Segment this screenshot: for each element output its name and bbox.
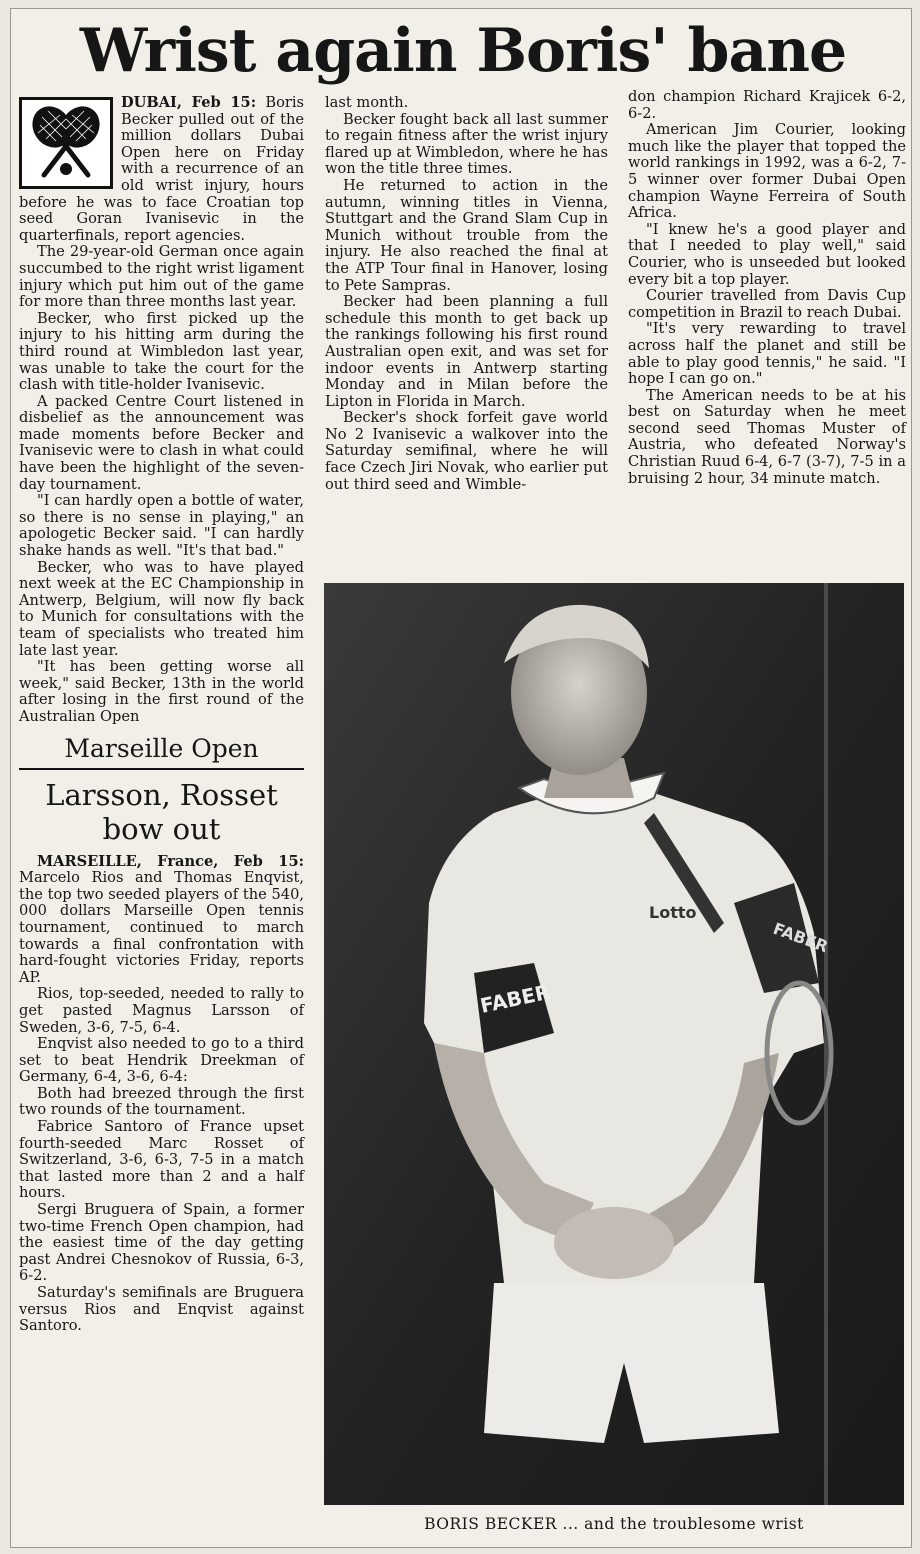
paragraph: Becker's shock forfeit gave world No 2 Ivanisevic a walkover into the Saturday semifinal, where he will face Czech Jiri Novak, who earlier put out third seed and Wimble- — [325, 409, 608, 493]
dateline: DUBAI, Feb 15: — [121, 94, 257, 111]
dateline: MARSEILLE, France, Feb 15: — [37, 852, 304, 870]
headline-line-2: bow out — [102, 811, 221, 846]
paragraph: The 29-year-old German once again succumbed to the right wrist ligament injury which put him out of the game for more than three months last year. — [19, 243, 304, 311]
paragraph-text: Marcelo Rios and Thomas Enqvist, the top two seeded players of the 540, 000 dollars Marseille Open tennis tournament, continued to march towards a final confrontation with hard-fought victories Friday, reports AP. — [19, 869, 304, 986]
paragraph: "I knew he's a good player and that I needed to play well," said Courier, who is unseeded but looked every bit a top player. — [628, 220, 906, 288]
shirt-text-right: FABER — [770, 918, 831, 957]
newspaper-clipping — [10, 8, 912, 1548]
second-story — [19, 734, 304, 1335]
paragraph: Sergi Bruguera of Spain, a former two-time French Open champion, had the easiest time of the day getting past Andrei Chesnokov of Russia, 6-3, 6-2. — [19, 1201, 304, 1285]
headline: Wrist again Boris' bane — [79, 16, 847, 86]
shirt-text-left: FABER — [478, 979, 553, 1018]
section-label: Marseille Open — [19, 734, 304, 770]
column-1 — [19, 95, 304, 1335]
paragraph: Boris Becker pulled out of the million dollars Dubai Open here on Friday with a recurrence of an old wrist injury, hours before he was to face Croatian top seed Goran Ivanisevic in the quarterfinals, report agencies. — [19, 94, 305, 244]
column-3 — [628, 89, 906, 487]
paragraph: The American needs to be at his best on Saturday when he meet second seed Thomas Muster of Austria, who defeated Norway's Christian Ruud 6-4, 6-7 (3-7), 7-5 in a bruising 2 hour, 34 minute match. — [628, 386, 906, 487]
paragraph: Rios, top-seeded, needed to rally to get pasted Magnus Larsson of Sweden, 3-6, 7-5, 6-4. — [19, 985, 304, 1036]
paragraph: last month. — [325, 94, 409, 111]
paragraph: "I can hardly open a bottle of water, so there is no sense in playing," an apologetic Becker said. "I can hardly shake hands as well. "It's that bad." — [19, 492, 304, 560]
paragraph: He returned to action in the autumn, winning titles in Vienna, Stuttgart and the Grand Slam Cup in Munich without trouble from the injury. He also reached the final at the ATP Tour final in Hanover, losing to Pete Sampras. — [325, 176, 608, 294]
paragraph: Courier travelled from Davis Cup competition in Brazil to reach Dubai. — [628, 287, 906, 321]
paragraph: Becker had been planning a full schedule this month to get back up the rankings following his first round Australian open exit, and was set for indoor events in Antwerp starting Monday and in Milan before the Lipton in Florida in March. — [325, 293, 608, 410]
paragraph — [19, 854, 304, 987]
paragraph: "It has been getting worse all week," said Becker, 13th in the world after losing in the first round of the Australian Open — [19, 658, 304, 725]
paragraph: Fabrice Santoro of France upset fourth-seeded Marc Rosset of Switzerland, 3-6, 6-3, 7-5 in a match that lasted more than 2 and a half hours. — [19, 1118, 304, 1202]
second-story-headline — [19, 778, 304, 846]
paragraph: don champion Richard Krajicek 6-2, 6-2. — [628, 88, 906, 122]
paragraph: A packed Centre Court listened in disbelief as the announcement was made moments before Becker and Ivanisevic were to clash in what could have been the highlight of the seven-day tournament. — [19, 392, 304, 493]
brand-logo: Lotto — [649, 903, 697, 922]
headline-line-1: Larsson, Rosset — [45, 777, 278, 812]
paragraph: Becker, who was to have played next week at the EC Championship in Antwerp, Belgium, will now fly back to Munich for consultations with the team of specialists who treated him late last year. — [19, 558, 304, 659]
paragraph: Becker, who first picked up the injury to his hitting arm during the third round at Wimbledon last year, was unable to take the court for the clash with title-holder Ivanisevic. — [19, 309, 304, 394]
paragraph: Enqvist also needed to go to a third set to beat Hendrik Dreekman of Germany, 6-4, 3-6, 6-4: — [19, 1035, 304, 1086]
paragraph: Both had breezed through the first two rounds of the tournament. — [19, 1084, 304, 1119]
paragraph: "It's very rewarding to travel across half the planet and still be able to play good tennis," he said. "I hope I can go on." — [628, 320, 906, 388]
photo-caption: BORIS BECKER ... and the troublesome wrist — [424, 1515, 804, 1533]
paragraph: American Jim Courier, looking much like the player that topped the world rankings in 1992, was a 6-2, 7-5 winner over former Dubai Open champion Wayne Ferreira of South Africa. — [628, 121, 906, 222]
crossed-tennis-rackets-icon — [19, 97, 113, 189]
paragraph: Becker fought back all last summer to regain fitness after the wrist injury flared up at Wimbledon, where he has won the title three times. — [325, 110, 608, 178]
player-photo — [324, 583, 904, 1505]
paragraph: Saturday's semifinals are Bruguera versus Rios and Enqvist against Santoro. — [19, 1284, 304, 1335]
column-2 — [325, 95, 608, 493]
